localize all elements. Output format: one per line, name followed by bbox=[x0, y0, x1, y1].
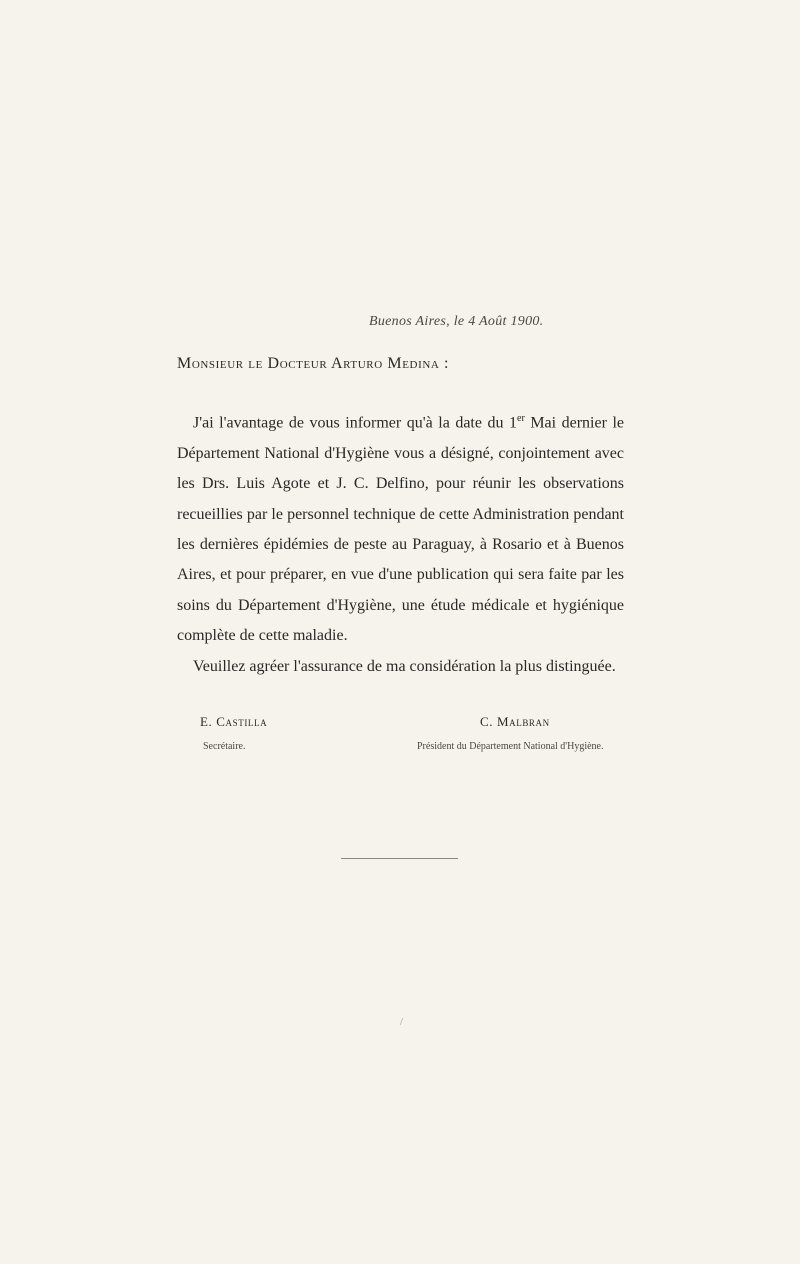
paragraph-2: Veuillez agréer l'assurance de ma considération la plus distinguée. bbox=[193, 657, 616, 675]
signature-president bbox=[417, 714, 603, 752]
signature-title: Secrétaire. bbox=[203, 741, 246, 752]
closing-rule bbox=[341, 858, 458, 859]
ordinal-superscript: er bbox=[517, 413, 525, 424]
paragraph-1-rest: Mai dernier le Département National d'Hygiène vous a désigné, conjointement avec les Drs. Luis Agote et J. C. Delfino, pour réunir les observations recueillies par le personnel technique de cette Administration pendant les dernières épidémies de peste au Paraguay, à Rosario et à Buenos Aires, et pour préparer, en vue d'une publication qui sera faite par les soins du Département d'Hygiène, une étude médicale et hygiénique complète de cette maladie. bbox=[177, 414, 625, 645]
page-mark: / bbox=[400, 1016, 404, 1028]
letter-body bbox=[177, 404, 624, 682]
dateline: Buenos Aires, le 4 Août 1900. bbox=[369, 314, 544, 329]
signature-secretary bbox=[200, 714, 267, 752]
signature-name: E. Castilla bbox=[200, 714, 268, 729]
paragraph-1 bbox=[177, 404, 624, 652]
salutation: Monsieur le Docteur Arturo Medina : bbox=[177, 355, 450, 372]
signature-title: Président du Département National d'Hygiène. bbox=[417, 741, 604, 752]
paragraph-1-start: J'ai l'avantage de vous informer qu'à la date du 1 bbox=[193, 414, 518, 432]
signature-name: C. Malbran bbox=[480, 714, 550, 729]
